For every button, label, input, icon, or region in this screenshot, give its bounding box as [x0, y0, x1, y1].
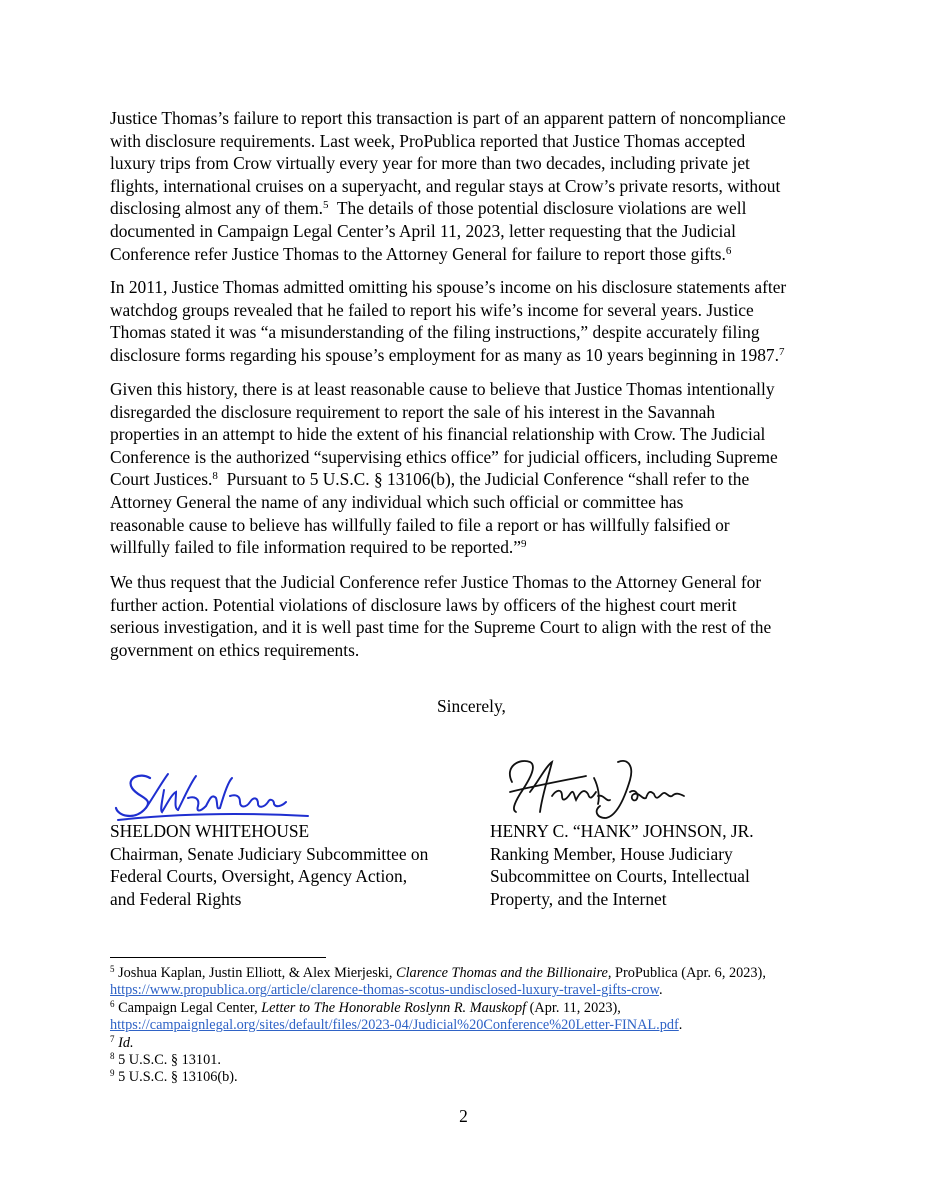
signature-whitehouse: [112, 768, 312, 826]
footnote-9: [110, 1069, 830, 1086]
footnote-divider: [110, 957, 326, 958]
footnote-ref-6: 6: [725, 244, 732, 257]
footnote-text: Id.: [118, 1034, 134, 1051]
footnote-8: [110, 1052, 830, 1069]
footnote-number: 6: [110, 998, 115, 1009]
text-fragment: Pursuant to 5 U.S.C. § 13106(b), the Judicial Conference “shall refer to the: [217, 469, 750, 490]
text-line: [110, 468, 825, 491]
text-line: Conference is the authorized “supervising ethics office” for judicial officers, including Supreme: [110, 446, 778, 467]
footnote-ref-9: 9: [520, 538, 527, 551]
text-line: [110, 197, 825, 220]
footnote-title: Letter to The Honorable Roslynn R. Mauskopf: [261, 999, 527, 1016]
footnotes: [110, 965, 830, 1087]
body-paragraph-2: [110, 276, 825, 366]
text-line: reasonable cause to believe has willfully failed to file a report or has willfully falsified or: [110, 514, 730, 535]
footnote-text: .: [658, 982, 663, 999]
text-line: watchdog groups revealed that he failed to report his wife’s income for several years. Justice: [110, 299, 754, 320]
footnote-text: 5 U.S.C. § 13106(b).: [114, 1069, 238, 1086]
text-line: We thus request that the Judicial Conference refer Justice Thomas to the Attorney General for: [110, 572, 762, 592]
text-line: Justice Thomas’s failure to report this transaction is part of an apparent pattern of noncompliance: [110, 108, 786, 128]
text-line: documented in Campaign Legal Center’s April 11, 2023, letter requesting that the Judicial: [110, 220, 736, 241]
footnote-text: (Apr. 11, 2023),: [526, 999, 621, 1016]
signer-title-line: Property, and the Internet: [490, 888, 667, 909]
footnote-text: 5 U.S.C. § 13101.: [114, 1052, 221, 1069]
footnote-link-propublica[interactable]: https://www.propublica.org/article/clarence-thomas-scotus-undisclosed-luxury-travel-gifts-crow: [110, 982, 659, 999]
footnote-number: 9: [110, 1068, 115, 1079]
body-paragraph-4: [110, 571, 825, 661]
footnote-number: 5: [110, 964, 115, 974]
text-line: government on ethics requirements.: [110, 639, 360, 660]
text-line: disregarded the disclosure requirement to report the sale of his interest in the Savannah: [110, 401, 716, 422]
text-line: [110, 344, 825, 367]
signature-johnson: [490, 752, 690, 826]
footnote-5: [110, 965, 830, 982]
footnote-number: 8: [110, 1051, 115, 1062]
text-fragment: Court Justices.: [110, 469, 213, 490]
footnote-text: , ProPublica (Apr. 6, 2023),: [607, 965, 766, 981]
signer-title-line: Subcommittee on Courts, Intellectual: [490, 866, 750, 887]
footnote-text: Joshua Kaplan, Justin Elliott, & Alex Mierjeski,: [114, 965, 397, 981]
text-fragment: disclosing almost any of them.: [110, 198, 324, 219]
footnote-7: [110, 1035, 830, 1052]
signer-block-whitehouse: [110, 820, 428, 910]
text-line: Thomas stated it was “a misunderstanding of the filing instructions,” despite accurately filing: [110, 322, 760, 343]
footnote-6-link-line: [110, 1017, 830, 1034]
footnote-link-campaignlegal[interactable]: https://campaignlegal.org/sites/default/files/2023-04/Judicial%20Conference%20Letter-FINAL.pdf: [110, 1017, 679, 1034]
footnote-6: [110, 1000, 830, 1017]
footnote-text: Campaign Legal Center,: [114, 999, 262, 1016]
text-line: with disclosure requirements. Last week, ProPublica reported that Justice Thomas accepted: [110, 130, 746, 151]
signer-title-line: Federal Courts, Oversight, Agency Action,: [110, 866, 408, 887]
footnote-title: Clarence Thomas and the Billionaire: [396, 965, 608, 981]
footnote-number: 7: [110, 1033, 115, 1044]
footnote-text: .: [678, 1017, 683, 1034]
text-line: [110, 243, 825, 266]
body-paragraph-3: [110, 378, 825, 559]
closing-salutation: Sincerely,: [437, 696, 506, 716]
text-fragment: The details of those potential disclosure violations are well: [328, 198, 747, 219]
signer-title-line: Chairman, Senate Judiciary Subcommittee on: [110, 843, 429, 864]
text-line: flights, international cruises on a superyacht, and regular stays at Crow’s private resorts, without: [110, 175, 781, 196]
text-line: [110, 536, 825, 559]
text-line: serious investigation, and it is well past time for the Supreme Court to align with the rest of the: [110, 617, 772, 638]
footnote-ref-8: 8: [212, 470, 218, 483]
signer-block-johnson: [490, 820, 754, 910]
text-fragment: willfully failed to file information required to be reported.”: [110, 537, 521, 558]
text-line: Attorney General the name of any individual which such official or committee has: [110, 491, 684, 512]
text-fragment: disclosure forms regarding his spouse’s employment for as many as 10 years beginning in 1987.: [110, 344, 779, 365]
signer-name: SHELDON WHITEHOUSE: [110, 821, 310, 841]
signer-title-line: and Federal Rights: [110, 888, 242, 909]
footnote-ref-5: 5: [323, 199, 329, 212]
signer-title-line: Ranking Member, House Judiciary: [490, 843, 733, 864]
footnote-ref-7: 7: [778, 345, 785, 358]
signer-name: HENRY C. “HANK” JOHNSON, JR.: [490, 821, 754, 841]
text-line: In 2011, Justice Thomas admitted omitting his spouse’s income on his disclosure statements after: [110, 277, 787, 297]
page-number: 2: [459, 1106, 468, 1126]
text-line: further action. Potential violations of disclosure laws by officers of the highest court merit: [110, 594, 737, 615]
footnote-5-link-line: [110, 982, 830, 999]
text-line: properties in an attempt to hide the extent of his financial relationship with Crow. The Judicial: [110, 424, 766, 445]
text-fragment: Conference refer Justice Thomas to the Attorney General for failure to report those gifts.: [110, 243, 726, 264]
body-paragraph-1: [110, 107, 825, 265]
text-line: Given this history, there is at least reasonable cause to believe that Justice Thomas intentionally: [110, 379, 775, 399]
text-line: luxury trips from Crow virtually every year for more than two decades, including private jet: [110, 153, 750, 174]
